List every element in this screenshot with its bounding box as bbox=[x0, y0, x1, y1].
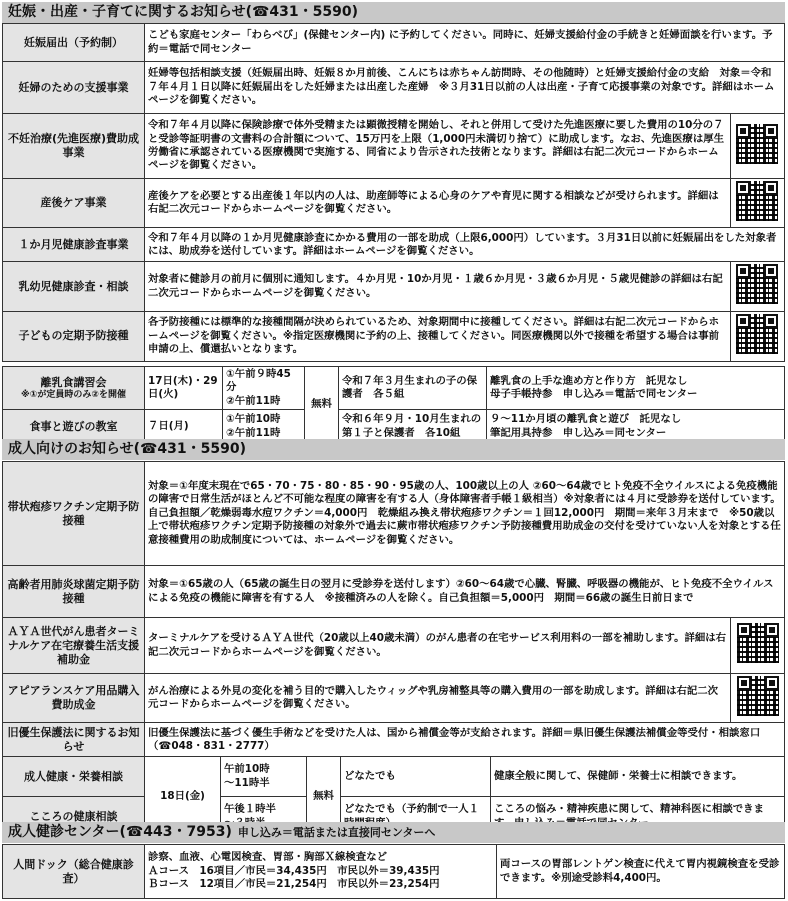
class-content: ９～11か月頃の離乳食と遊び 託児なし 筆記用具持参 申し込み＝同センター bbox=[487, 410, 785, 444]
table-row bbox=[3, 367, 785, 410]
class-dates: 17日(木)・29日(火) bbox=[145, 367, 223, 410]
qr-code-cell[interactable] bbox=[731, 674, 785, 723]
qr-code-cell[interactable] bbox=[731, 618, 785, 674]
maternity-table bbox=[2, 23, 785, 362]
row-text: 対象者に健診月の前月に個別に通知します。４か月児・10か月児・１歳６か月児・３歳６か月児・５歳児健診の詳細は右記二次元コードからホームページを御覧ください。 bbox=[145, 262, 731, 311]
row-text: 令和７年４月以降に保険診療で体外受精または顕微授精を開始し、それと併用して受けた先進医療に要した費用の10分の７と受診等証明書の文書料の合計額について、15万円を上限（1,000円未満切り捨て）に助成します。なお、先進医療は厚生労働省に承認されている医療機関で実施する、同省により告示された技術となります。詳細は右記二次元コードからホームページを御覧ください。 bbox=[145, 114, 731, 179]
table-row bbox=[3, 845, 785, 899]
section-title: 成人健診センター(☎443・7953) bbox=[8, 824, 232, 840]
class-note: ※①が定員時のみ②を開催 bbox=[21, 389, 126, 400]
row-text: 令和７年４月以降の１か月児健康診査にかかる費用の一部を助成（上限6,000円）しています。３月31日以前に妊娠届出をした対象者には、助成券を送付しています。詳細はホームページを御覧ください。 bbox=[145, 228, 785, 262]
consult-target: どなたでも（予約制で一人１ bbox=[341, 797, 491, 837]
row-label: 高齢者用肺炎球菌定期予防接種 bbox=[3, 566, 145, 618]
row-text: がん治療による外見の変化を補う目的で購入したウィッグや乳房補整具等の購入費用の一部を助成します。詳細は右記二次元コードからホームページを御覧ください。 bbox=[145, 674, 731, 723]
table-row bbox=[3, 723, 785, 757]
row-label: １か月児健康診査事業 bbox=[3, 228, 145, 262]
class-times: ①午前10時 ②午前11時 bbox=[223, 410, 305, 444]
table-row bbox=[3, 311, 785, 361]
table-row bbox=[3, 462, 785, 566]
consult-content: こころの悩み・精神疾患に関して、精神科医に相談できま bbox=[491, 797, 785, 837]
row-text: 対象＝①年度末現在で65・70・75・80・85・90・95歳の人、100歳以上の人 ②60～64歳でヒト免疫不全ウイルスによる免疫機能の障害で日常生活がほとんど不可能な程度の障害を有する人（身体障害者手帳１級相当）※対象者には４月に受診券を送付しています。自己負担額／乾燥弱毒水痘ワクチン＝4,000円 乾燥組み換え帯状疱疹ワクチン＝１回12,000円 期間＝来年３月末まで ※50歳以上で帯状疱疹ワクチン定期予防接種の対象外で過去に蕨市帯状疱疹ワクチン予防接種費用助成金の交付を受けていない人を対象とする任意接種費用の助成制度については、ホームページを御覧ください。 bbox=[145, 462, 785, 566]
dock-course-a: Ａコース 16項目／市民＝34,435円 市民以外＝39,435円 bbox=[148, 864, 440, 877]
table-row bbox=[3, 566, 785, 618]
table-row bbox=[3, 674, 785, 723]
qr-code-icon[interactable] bbox=[736, 264, 778, 304]
row-text: 妊婦等包括相談支援（妊娠届出時、妊娠８か月前後、こんにちは赤ちゃん訪問時、その他随時）と妊婦支援給付金の支給 対象＝令和７年４月１日以降に妊娠届出をした妊婦または出産した産婦 ※３月31日以前の人は出産・子育て応援事業の対象です。詳細はホームページを御覧ください。 bbox=[145, 62, 785, 114]
row-label bbox=[3, 367, 145, 410]
row-label: 食事と遊びの教室 bbox=[3, 410, 145, 444]
adult-table bbox=[2, 461, 785, 757]
class-times: ①午前９時45分 ②午前11時 bbox=[223, 367, 305, 410]
qr-code-icon[interactable] bbox=[736, 124, 778, 164]
row-label: 乳幼児健康診査・相談 bbox=[3, 262, 145, 311]
table-row bbox=[3, 618, 785, 674]
section-header-maternity: 妊娠・出産・子育てに関するお知らせ(☎431・5590) bbox=[2, 2, 785, 23]
qr-code-cell[interactable] bbox=[730, 114, 784, 179]
row-label: 帯状疱疹ワクチン定期予防接種 bbox=[3, 462, 145, 566]
qr-code-icon[interactable] bbox=[736, 314, 778, 354]
section-subtitle: 申し込み＝電話または直接同センターへ bbox=[237, 826, 436, 839]
class-dates: ７日(月) bbox=[145, 410, 223, 444]
row-label: 子どもの定期予防接種 bbox=[3, 311, 145, 361]
consult-target: どなたでも bbox=[341, 757, 491, 797]
class-name: 離乳食講習会 bbox=[40, 375, 107, 389]
table-row bbox=[3, 228, 785, 262]
class-target: 令和７年３月生まれの子の保護者 各５組 bbox=[339, 367, 487, 410]
consult-time: 午後１時半 bbox=[221, 797, 307, 837]
consult-date: 18日(金) bbox=[145, 757, 221, 837]
row-text: 産後ケアを必要とする出産後１年以内の人は、助産師等による心身のケアや育児に関する相談などが受けられます。詳細は右記二次元コードからホームページを御覧ください。 bbox=[145, 179, 731, 228]
consult-time: 午前10時 ～11時半 bbox=[221, 757, 307, 797]
table-row bbox=[3, 179, 785, 228]
class-content: 離乳食の上手な進め方と作り方 託児なし 母子手帳持参 申し込み＝電話で同センター bbox=[487, 367, 785, 410]
dock-course-b: Ｂコース 12項目／市民＝21,254円 市民以外＝23,254円 bbox=[148, 878, 440, 891]
dock-courses bbox=[145, 845, 497, 899]
table-row bbox=[3, 757, 785, 797]
section-header-health-center bbox=[2, 822, 785, 843]
row-label: 産後ケア事業 bbox=[3, 179, 145, 228]
row-text: 旧優生保護法に基づく優生手術などを受けた人は、国から補償金等が支給されます。詳細＝県旧優生保護法補償金等受付・相談窓口（☎048・831・2777） bbox=[145, 723, 785, 757]
row-label: アピアランスケア用品購入費助成金 bbox=[3, 674, 145, 723]
table-row bbox=[3, 262, 785, 311]
table-row bbox=[3, 62, 785, 114]
row-label: 人間ドック（総合健康診査） bbox=[3, 845, 145, 899]
consult-content: 健康全般に関して、保健師・栄養士に相談できます。 bbox=[491, 757, 785, 797]
row-text: こども家庭センター「わらべび」(保健センター内) に予約してください。同時に、妊婦支援給付金の手続きと妊婦面談を行います。予約＝電話で同センター bbox=[145, 24, 785, 62]
qr-code-cell[interactable] bbox=[730, 179, 784, 228]
row-label: こころの健康相談 bbox=[3, 797, 145, 837]
section-header-adult: 成人向けのお知らせ(☎431・5590) bbox=[2, 439, 785, 460]
row-label: 妊娠届出（予約制） bbox=[3, 24, 145, 62]
row-label: ＡＹＡ世代がん患者ターミナルケア在宅療養生活支援補助金 bbox=[3, 618, 145, 674]
row-label: 妊婦のための支援事業 bbox=[3, 62, 145, 114]
qr-code-cell[interactable] bbox=[730, 311, 784, 361]
dock-table bbox=[2, 844, 785, 899]
row-label: 旧優生保護法に関するお知らせ bbox=[3, 723, 145, 757]
row-text: 各予防接種には標準的な接種間隔が決められているため、対象期間中に接種してください。詳細は右記二次元コードからホームページを御覧ください。※指定医療機関に予約の上、接種してください。同医療機関以外で接種を希望する場合は事前申請の上、償還払いとなります。 bbox=[145, 311, 731, 361]
class-target: 令和６年９月・10月生まれの第１子と保護者 各10組 bbox=[339, 410, 487, 444]
table-row bbox=[3, 24, 785, 62]
dock-note: 両コースの胃部レントゲン検査に代えて胃内視鏡検査を受診できます。※別途受診料4,400円。 bbox=[497, 845, 785, 899]
row-text: 対象＝①65歳の人（65歳の誕生日の翌月に受診券を送付します）②60～64歳で心臓、腎臓、呼吸器の機能が、ヒト免疫不全ウイルスによる免疫の機能に障害を有する人 ※接種済みの人を除く。自己負担額＝5,000円 期間＝66歳の誕生日前日まで bbox=[145, 566, 785, 618]
qr-code-cell[interactable] bbox=[730, 262, 784, 311]
row-text: ターミナルケアを受けるＡＹＡ世代（20歳以上40歳未満）のがん患者の在宅サービス利用料の一部を補助します。詳細は右記二次元コードからホームページを御覧ください。 bbox=[145, 618, 731, 674]
table-row bbox=[3, 114, 785, 179]
dock-items: 診察、血液、心電図検査、胃部・胸部Ｘ線検査など bbox=[148, 851, 387, 864]
fee: 無料 bbox=[305, 367, 339, 444]
fee: 無料 bbox=[307, 757, 341, 837]
classes-table bbox=[2, 366, 785, 444]
row-label: 成人健康・栄養相談 bbox=[3, 757, 145, 797]
qr-code-icon[interactable] bbox=[737, 623, 779, 663]
row-label: 不妊治療(先進医療)費助成事業 bbox=[3, 114, 145, 179]
qr-code-icon[interactable] bbox=[736, 181, 778, 221]
qr-code-icon[interactable] bbox=[737, 676, 779, 716]
